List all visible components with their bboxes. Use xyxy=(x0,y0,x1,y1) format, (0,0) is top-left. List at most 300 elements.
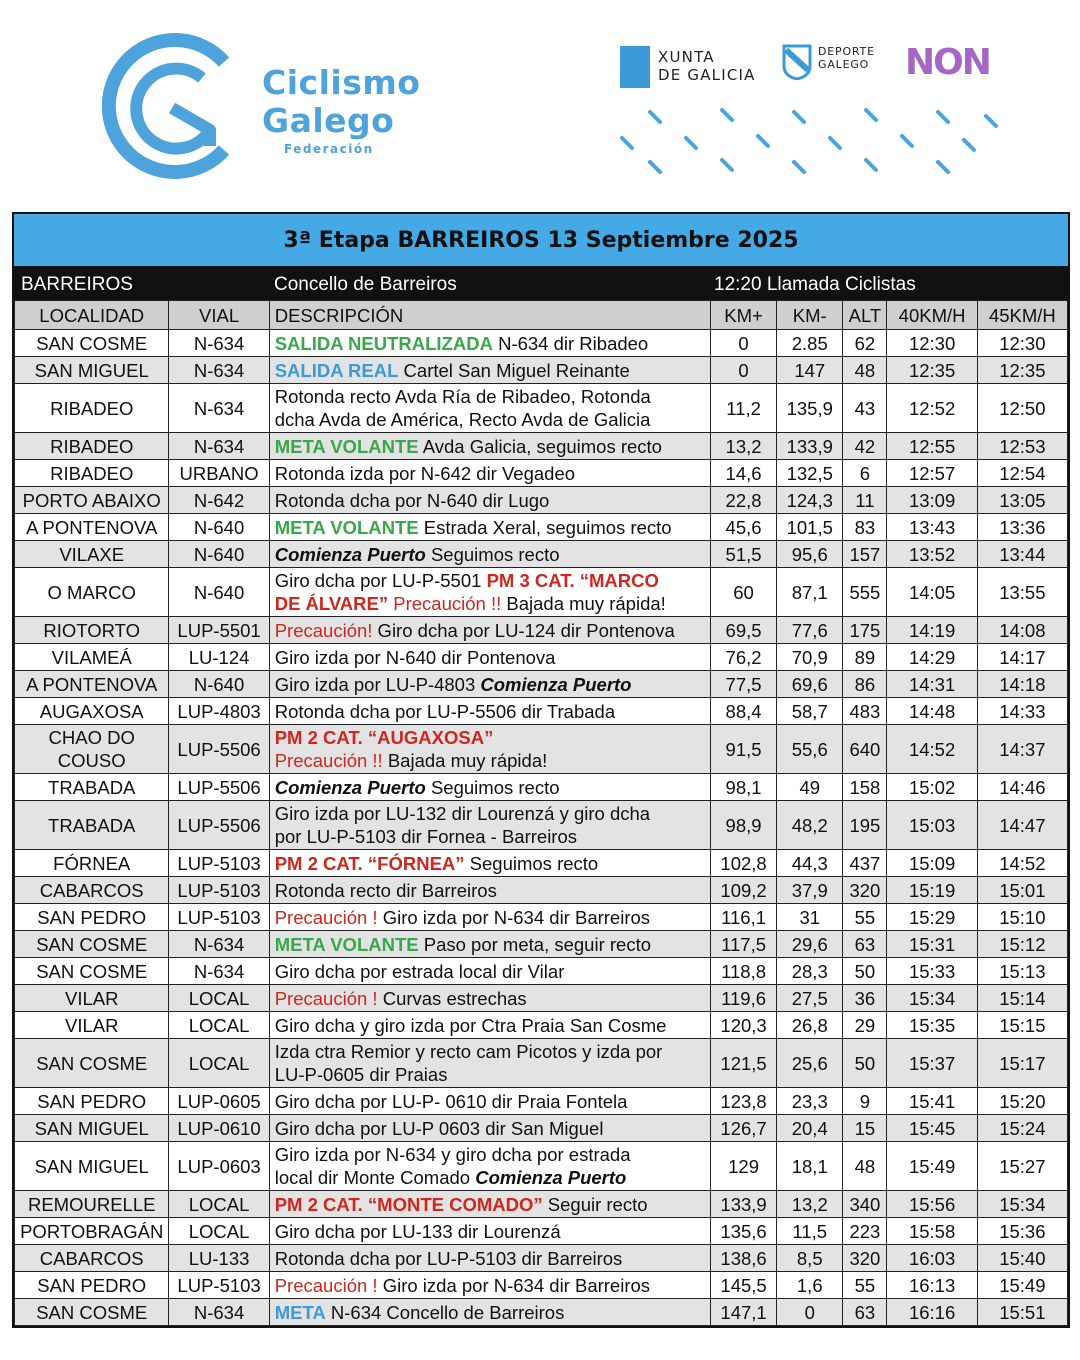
cell-km-plus: 109,2 xyxy=(710,877,776,904)
cell-km-plus: 135,6 xyxy=(710,1218,776,1245)
cell-alt: 63 xyxy=(843,931,887,958)
desc-highlight: META VOLANTE xyxy=(274,933,419,955)
cell-km-minus: 20,4 xyxy=(777,1115,843,1142)
cell-descripcion xyxy=(269,850,710,877)
cell-time-40: 16:03 xyxy=(887,1245,977,1272)
xunta-shield-icon xyxy=(620,46,650,88)
desc-highlight: PM 3 CAT. “MARCO xyxy=(486,570,659,591)
table-row xyxy=(15,1218,1068,1245)
desc-highlight: Comienza Puerto xyxy=(274,543,426,565)
desc-text: Giro dcha por LU-P 0603 dir San Miguel xyxy=(274,1117,604,1139)
cell-vial: LOCAL xyxy=(169,1012,269,1039)
desc-highlight: Precaución !! xyxy=(388,593,502,614)
cell-time-45: 15:27 xyxy=(977,1142,1067,1191)
desc-text: Giro izda por LU-132 dir Lourenzá y giro dcha xyxy=(274,803,651,824)
desc-text: Seguimos recto xyxy=(425,543,560,565)
cell-time-45: 12:53 xyxy=(977,433,1067,460)
cell-km-minus: 49 xyxy=(777,774,843,801)
cell-km-minus: 124,3 xyxy=(777,487,843,514)
header-km-plus: KM+ xyxy=(710,301,776,330)
cell-km-plus: 0 xyxy=(710,357,776,384)
desc-text: Giro izda por N-640 dir Pontenova xyxy=(274,646,556,668)
desc-text: Rotonda dcha por N-640 dir Lugo xyxy=(274,489,550,511)
table-body xyxy=(15,330,1068,1326)
cell-time-40: 15:35 xyxy=(887,1012,977,1039)
cell-time-45: 12:54 xyxy=(977,460,1067,487)
cell-time-40: 15:29 xyxy=(887,904,977,931)
table-row xyxy=(15,958,1068,985)
cell-time-40: 12:55 xyxy=(887,433,977,460)
cell-descripcion xyxy=(269,1218,710,1245)
cell-km-minus: 58,7 xyxy=(777,698,843,725)
desc-text: Cartel San Miguel Reinante xyxy=(398,359,630,381)
cell-time-40: 15:41 xyxy=(887,1088,977,1115)
header-localidad: LOCALIDAD xyxy=(15,301,169,330)
cell-vial: LUP-5103 xyxy=(169,904,269,931)
cell-time-45: 14:52 xyxy=(977,850,1067,877)
cell-time-40: 15:31 xyxy=(887,931,977,958)
cell-km-plus: 51,5 xyxy=(710,541,776,568)
cell-km-minus: 70,9 xyxy=(777,644,843,671)
info-bar xyxy=(14,268,1068,300)
cell-vial: LUP-4803 xyxy=(169,698,269,725)
cell-km-plus: 147,1 xyxy=(710,1299,776,1326)
cell-localidad: RIBADEO xyxy=(15,460,169,487)
brand-line1: Ciclismo xyxy=(262,63,421,102)
cell-alt: 89 xyxy=(843,644,887,671)
desc-highlight: SALIDA NEUTRALIZADA xyxy=(274,332,493,354)
cell-alt: 62 xyxy=(843,330,887,357)
header-descripcion: DESCRIPCIÓN xyxy=(269,301,710,330)
cell-vial: LOCAL xyxy=(169,1218,269,1245)
cell-vial: LU-133 xyxy=(169,1245,269,1272)
desc-text: Curvas estrechas xyxy=(377,987,527,1009)
cell-descripcion xyxy=(269,1299,710,1326)
cell-time-40: 12:30 xyxy=(887,330,977,357)
cell-km-plus: 91,5 xyxy=(710,725,776,774)
desc-text: Giro izda por LU-P-4803 xyxy=(274,673,481,695)
table-row xyxy=(15,671,1068,698)
table-row xyxy=(15,433,1068,460)
cell-descripcion xyxy=(269,1245,710,1272)
cell-localidad: SAN COSME xyxy=(15,958,169,985)
desc-highlight: Comienza Puerto xyxy=(475,1167,627,1188)
cell-km-minus: 31 xyxy=(777,904,843,931)
cell-km-plus: 76,2 xyxy=(710,644,776,671)
desc-text: Giro dcha y giro izda por Ctra Praia San Cosme xyxy=(274,1014,667,1036)
cell-localidad: RIOTORTO xyxy=(15,617,169,644)
brand-wordmark xyxy=(262,64,420,156)
table-row xyxy=(15,487,1068,514)
cell-descripcion xyxy=(269,877,710,904)
cell-km-plus: 129 xyxy=(710,1142,776,1191)
cell-time-40: 16:16 xyxy=(887,1299,977,1326)
cell-time-45: 12:30 xyxy=(977,330,1067,357)
cell-vial: N-634 xyxy=(169,1299,269,1326)
cell-descripcion xyxy=(269,774,710,801)
table-row xyxy=(15,514,1068,541)
cell-vial: N-634 xyxy=(169,384,269,433)
cell-descripcion xyxy=(269,985,710,1012)
cell-descripcion xyxy=(269,617,710,644)
cell-km-minus: 13,2 xyxy=(777,1191,843,1218)
cell-time-45: 15:49 xyxy=(977,1272,1067,1299)
cell-time-45: 15:14 xyxy=(977,985,1067,1012)
cell-vial: N-640 xyxy=(169,514,269,541)
cell-descripcion xyxy=(269,330,710,357)
cell-time-40: 12:35 xyxy=(887,357,977,384)
cell-km-minus: 48,2 xyxy=(777,801,843,850)
cell-vial: N-642 xyxy=(169,487,269,514)
cell-time-45: 13:05 xyxy=(977,487,1067,514)
cell-alt: 42 xyxy=(843,433,887,460)
desc-text: Bajada muy rápida! xyxy=(382,750,548,771)
xunta-text: XUNTA DE GALICIA xyxy=(658,48,756,84)
cell-km-plus: 116,1 xyxy=(710,904,776,931)
table-row xyxy=(15,1142,1068,1191)
table-row xyxy=(15,1272,1068,1299)
cell-time-40: 14:31 xyxy=(887,671,977,698)
cell-vial: N-634 xyxy=(169,433,269,460)
table-row xyxy=(15,1039,1068,1088)
cell-alt: 175 xyxy=(843,617,887,644)
desc-text: Giro dcha por LU-P-5501 xyxy=(274,570,487,591)
cell-descripcion xyxy=(269,1191,710,1218)
cell-alt: 157 xyxy=(843,541,887,568)
desc-text: Giro dcha por LU-124 dir Pontenova xyxy=(372,619,675,641)
cell-time-40: 15:19 xyxy=(887,877,977,904)
cell-vial: N-634 xyxy=(169,357,269,384)
cell-localidad: VILAR xyxy=(15,1012,169,1039)
cell-descripcion xyxy=(269,1039,710,1088)
cell-descripcion xyxy=(269,698,710,725)
cell-km-minus: 69,6 xyxy=(777,671,843,698)
table-row xyxy=(15,850,1068,877)
cell-alt: 555 xyxy=(843,568,887,617)
cell-vial: LUP-5506 xyxy=(169,725,269,774)
cell-vial: LUP-5501 xyxy=(169,617,269,644)
cell-km-minus: 23,3 xyxy=(777,1088,843,1115)
cell-km-plus: 102,8 xyxy=(710,850,776,877)
desc-text: Seguimos recto xyxy=(464,852,599,874)
cell-time-45: 15:15 xyxy=(977,1012,1067,1039)
cell-km-minus: 18,1 xyxy=(777,1142,843,1191)
cell-km-plus: 60 xyxy=(710,568,776,617)
cell-descripcion xyxy=(269,487,710,514)
desc-text: Rotonda recto dir Barreiros xyxy=(274,879,497,901)
cell-descripcion xyxy=(269,1272,710,1299)
cell-descripcion xyxy=(269,1115,710,1142)
cell-time-40: 14:48 xyxy=(887,698,977,725)
desc-highlight: SALIDA REAL xyxy=(274,359,399,381)
cell-time-45: 15:10 xyxy=(977,904,1067,931)
desc-text: N-634 dir Ribadeo xyxy=(492,332,649,354)
cell-localidad: VILAMEÁ xyxy=(15,644,169,671)
itinerary-sheet xyxy=(12,212,1070,1328)
cell-km-plus: 13,2 xyxy=(710,433,776,460)
cell-time-40: 14:52 xyxy=(887,725,977,774)
desc-highlight: Precaución! xyxy=(274,619,373,641)
cell-time-45: 14:37 xyxy=(977,725,1067,774)
cell-km-minus: 25,6 xyxy=(777,1039,843,1088)
cell-alt: 437 xyxy=(843,850,887,877)
cell-alt: 483 xyxy=(843,698,887,725)
cell-localidad: FÓRNEA xyxy=(15,850,169,877)
cell-descripcion xyxy=(269,1088,710,1115)
desc-highlight: META xyxy=(274,1301,326,1323)
cell-time-40: 15:45 xyxy=(887,1115,977,1142)
table-row xyxy=(15,931,1068,958)
stage-title-bar xyxy=(14,214,1068,268)
cell-alt: 43 xyxy=(843,384,887,433)
table-row xyxy=(15,904,1068,931)
cell-localidad: RIBADEO xyxy=(15,384,169,433)
table-row xyxy=(15,460,1068,487)
cell-localidad: SAN MIGUEL xyxy=(15,1142,169,1191)
desc-highlight: Precaución ! xyxy=(274,987,378,1009)
cell-km-minus: 26,8 xyxy=(777,1012,843,1039)
cell-localidad: SAN COSME xyxy=(15,931,169,958)
cell-km-plus: 145,5 xyxy=(710,1272,776,1299)
table-row xyxy=(15,330,1068,357)
info-call-time: 12:20 Llamada Ciclistas xyxy=(714,274,916,295)
desc-highlight: PM 2 CAT. “MONTE COMADO” xyxy=(274,1193,543,1215)
desc-text: Giro dcha por estrada local dir Vilar xyxy=(274,960,565,982)
cell-time-40: 14:29 xyxy=(887,644,977,671)
cell-descripcion xyxy=(269,460,710,487)
cell-localidad: CABARCOS xyxy=(15,1245,169,1272)
cell-km-plus: 77,5 xyxy=(710,671,776,698)
desc-text: Giro izda por N-634 dir Barreiros xyxy=(377,1274,651,1296)
cell-km-plus: 117,5 xyxy=(710,931,776,958)
brand-line3: Federación xyxy=(284,142,374,156)
cell-localidad: SAN COSME xyxy=(15,1299,169,1326)
cell-descripcion xyxy=(269,541,710,568)
cell-localidad: CHAO DO COUSO xyxy=(15,725,169,774)
cell-km-minus: 55,6 xyxy=(777,725,843,774)
cell-km-plus: 123,8 xyxy=(710,1088,776,1115)
header-40kmh: 40KM/H xyxy=(887,301,977,330)
deporte-galego-text: DEPORTE GALEGO xyxy=(818,45,875,71)
cell-km-minus: 29,6 xyxy=(777,931,843,958)
cell-time-45: 15:51 xyxy=(977,1299,1067,1326)
cell-alt: 55 xyxy=(843,904,887,931)
desc-highlight: PM 2 CAT. “AUGAXOSA” xyxy=(274,727,494,748)
cell-localidad: TRABADA xyxy=(15,801,169,850)
header-45kmh: 45KM/H xyxy=(977,301,1067,330)
desc-highlight: Precaución ! xyxy=(274,1274,378,1296)
stage-title: 3ª Etapa BARREIROS 13 Septiembre 2025 xyxy=(283,227,799,253)
cell-km-minus: 0 xyxy=(777,1299,843,1326)
cell-localidad: O MARCO xyxy=(15,568,169,617)
cell-time-45: 15:40 xyxy=(977,1245,1067,1272)
cell-time-40: 15:58 xyxy=(887,1218,977,1245)
table-row xyxy=(15,877,1068,904)
cell-alt: 11 xyxy=(843,487,887,514)
table-row xyxy=(15,1088,1068,1115)
cell-alt: 320 xyxy=(843,877,887,904)
cell-time-45: 15:12 xyxy=(977,931,1067,958)
cell-descripcion xyxy=(269,568,710,617)
cell-descripcion xyxy=(269,514,710,541)
cell-localidad: CABARCOS xyxy=(15,877,169,904)
cell-km-plus: 98,1 xyxy=(710,774,776,801)
desc-text: Paso por meta, seguir recto xyxy=(418,933,651,955)
table-row xyxy=(15,1299,1068,1326)
cell-localidad: VILAR xyxy=(15,985,169,1012)
cell-time-45: 15:24 xyxy=(977,1115,1067,1142)
cell-localidad: SAN COSME xyxy=(15,1039,169,1088)
cell-alt: 9 xyxy=(843,1088,887,1115)
cell-km-plus: 11,2 xyxy=(710,384,776,433)
cell-localidad: SAN PEDRO xyxy=(15,1272,169,1299)
desc-text: Rotonda recto Avda Ría de Ribadeo, Rotonda xyxy=(274,386,651,407)
cell-vial: LUP-0603 xyxy=(169,1142,269,1191)
cell-km-minus: 27,5 xyxy=(777,985,843,1012)
cell-time-40: 14:19 xyxy=(887,617,977,644)
cell-descripcion xyxy=(269,958,710,985)
cell-km-minus: 44,3 xyxy=(777,850,843,877)
cell-km-plus: 121,5 xyxy=(710,1039,776,1088)
table-row xyxy=(15,1012,1068,1039)
cell-alt: 223 xyxy=(843,1218,887,1245)
cell-km-plus: 126,7 xyxy=(710,1115,776,1142)
cell-time-40: 15:37 xyxy=(887,1039,977,1088)
cell-km-plus: 45,6 xyxy=(710,514,776,541)
cell-alt: 55 xyxy=(843,1272,887,1299)
desc-text: Rotonda dcha por LU-P-5506 dir Trabada xyxy=(274,700,616,722)
cell-alt: 48 xyxy=(843,1142,887,1191)
cell-alt: 195 xyxy=(843,801,887,850)
desc-text: Avda Galicia, seguimos recto xyxy=(418,435,662,457)
cell-time-45: 15:20 xyxy=(977,1088,1067,1115)
cell-km-minus: 11,5 xyxy=(777,1218,843,1245)
cell-localidad: SAN COSME xyxy=(15,330,169,357)
cell-km-plus: 118,8 xyxy=(710,958,776,985)
cell-km-plus: 119,6 xyxy=(710,985,776,1012)
cell-alt: 50 xyxy=(843,958,887,985)
cell-alt: 6 xyxy=(843,460,887,487)
cell-time-45: 13:36 xyxy=(977,514,1067,541)
info-place: BARREIROS xyxy=(21,274,133,295)
cell-descripcion xyxy=(269,671,710,698)
cell-localidad: VILAXE xyxy=(15,541,169,568)
cell-vial: LUP-0605 xyxy=(169,1088,269,1115)
desc-text: por LU-P-5103 dir Fornea - Barreiros xyxy=(274,826,578,847)
desc-highlight: Comienza Puerto xyxy=(480,673,632,695)
table-row xyxy=(15,1191,1068,1218)
cell-km-minus: 135,9 xyxy=(777,384,843,433)
header-km-minus: KM- xyxy=(777,301,843,330)
cell-time-45: 14:17 xyxy=(977,644,1067,671)
table-row xyxy=(15,985,1068,1012)
desc-text: Estrada Xeral, seguimos recto xyxy=(418,516,672,538)
cell-km-plus: 133,9 xyxy=(710,1191,776,1218)
table-row xyxy=(15,617,1068,644)
cell-km-plus: 22,8 xyxy=(710,487,776,514)
desc-text: Seguimos recto xyxy=(425,776,560,798)
desc-highlight: PM 2 CAT. “FÓRNEA” xyxy=(274,852,465,874)
cell-alt: 63 xyxy=(843,1299,887,1326)
deporte-galego-logo xyxy=(782,44,875,84)
cell-time-40: 15:03 xyxy=(887,801,977,850)
cell-alt: 640 xyxy=(843,725,887,774)
cell-time-40: 12:52 xyxy=(887,384,977,433)
desc-text: Giro dcha por LU-133 dir Lourenzá xyxy=(274,1220,561,1242)
header-vial: VIAL xyxy=(169,301,269,330)
cell-localidad: PORTO ABAIXO xyxy=(15,487,169,514)
desc-highlight: META VOLANTE xyxy=(274,516,419,538)
cell-km-plus: 120,3 xyxy=(710,1012,776,1039)
cell-km-plus: 0 xyxy=(710,330,776,357)
desc-text: Giro izda por N-634 dir Barreiros xyxy=(377,906,651,928)
cell-localidad: PORTOBRAGÁN xyxy=(15,1218,169,1245)
cell-time-45: 14:47 xyxy=(977,801,1067,850)
table-row xyxy=(15,1115,1068,1142)
cell-localidad: AUGAXOSA xyxy=(15,698,169,725)
desc-text: Bajada muy rápida! xyxy=(501,593,666,614)
cell-time-40: 14:05 xyxy=(887,568,977,617)
cell-time-45: 15:36 xyxy=(977,1218,1067,1245)
cell-alt: 50 xyxy=(843,1039,887,1088)
itinerary-table xyxy=(14,300,1068,1326)
cell-time-45: 12:50 xyxy=(977,384,1067,433)
cell-localidad: A PONTENOVA xyxy=(15,671,169,698)
cell-alt: 29 xyxy=(843,1012,887,1039)
desc-text: Seguir recto xyxy=(542,1193,648,1215)
cell-vial: LUP-5103 xyxy=(169,1272,269,1299)
desc-highlight: META VOLANTE xyxy=(274,435,419,457)
table-row xyxy=(15,357,1068,384)
cell-time-40: 15:09 xyxy=(887,850,977,877)
cell-vial: N-640 xyxy=(169,671,269,698)
cell-alt: 158 xyxy=(843,774,887,801)
info-organizer: Concello de Barreiros xyxy=(274,274,457,295)
cell-descripcion xyxy=(269,931,710,958)
table-row xyxy=(15,541,1068,568)
cell-time-45: 12:35 xyxy=(977,357,1067,384)
cell-localidad: TRABADA xyxy=(15,774,169,801)
cell-vial: LOCAL xyxy=(169,1039,269,1088)
non-logo: NON xyxy=(905,42,990,83)
cell-alt: 48 xyxy=(843,357,887,384)
desc-text: LU-P-0605 dir Praias xyxy=(274,1064,448,1085)
cell-descripcion xyxy=(269,644,710,671)
cell-alt: 15 xyxy=(843,1115,887,1142)
desc-text: local dir Monte Comado xyxy=(274,1167,476,1188)
cell-km-minus: 2.85 xyxy=(777,330,843,357)
cell-km-plus: 98,9 xyxy=(710,801,776,850)
cell-alt: 83 xyxy=(843,514,887,541)
cell-vial: N-640 xyxy=(169,541,269,568)
cell-time-45: 15:13 xyxy=(977,958,1067,985)
cell-vial: LUP-5103 xyxy=(169,877,269,904)
cell-km-minus: 95,6 xyxy=(777,541,843,568)
cell-vial: LOCAL xyxy=(169,1191,269,1218)
cell-time-45: 15:01 xyxy=(977,877,1067,904)
cell-time-40: 15:49 xyxy=(887,1142,977,1191)
cell-vial: LUP-5103 xyxy=(169,850,269,877)
cell-vial: LUP-0610 xyxy=(169,1115,269,1142)
table-row xyxy=(15,725,1068,774)
cell-time-40: 12:57 xyxy=(887,460,977,487)
cell-alt: 86 xyxy=(843,671,887,698)
desc-highlight: Precaución !! xyxy=(274,750,383,771)
desc-text: dcha Avda de América, Recto Avda de Galicia xyxy=(274,409,651,430)
ciclismo-galego-logo-icon xyxy=(92,26,252,186)
cell-time-40: 15:56 xyxy=(887,1191,977,1218)
cell-localidad: RIBADEO xyxy=(15,433,169,460)
